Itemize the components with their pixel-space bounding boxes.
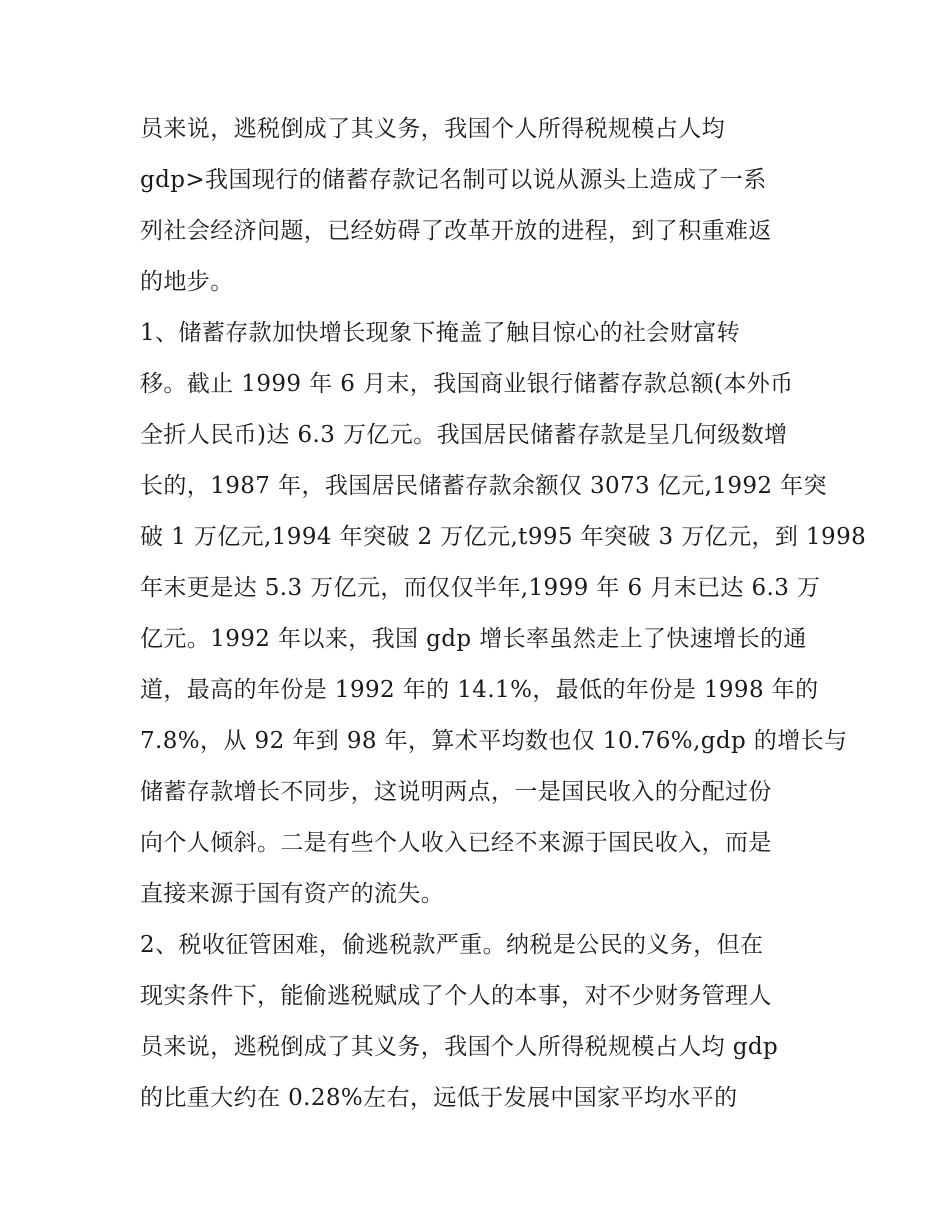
text-line: 员来说，逃税倒成了其义务，我国个人所得税规模占人均 gdp bbox=[140, 1034, 779, 1060]
text-line: 2、税收征管困难，偷逃税款严重。纳税是公民的义务，但在 bbox=[140, 932, 764, 958]
text-line: 亿元。1992 年以来，我国 gdp 增长率虽然走上了快速增长的通 bbox=[140, 626, 807, 652]
text-line: 全折人民币)达 6.3 万亿元。我国居民储蓄存款是呈几何级数增 bbox=[140, 422, 788, 448]
text-line: 的比重大约在 0.28%左右，远低于发展中国家平均水平的 bbox=[140, 1085, 738, 1111]
text-line: gdp>我国现行的储蓄存款记名制可以说从源头上造成了一系 bbox=[140, 167, 767, 193]
text-line: 长的，1987 年，我国居民储蓄存款余额仅 3073 亿元,1992 年突 bbox=[140, 473, 827, 499]
text-line: 向个人倾斜。二是有些个人收入已经不来源于国民收入，而是 bbox=[140, 830, 772, 856]
text-line: 直接来源于国有资产的流失。 bbox=[140, 881, 445, 907]
text-line: 列社会经济问题，已经妨碍了改革开放的进程，到了积重难返 bbox=[140, 218, 772, 244]
text-line: 储蓄存款增长不同步，这说明两点，一是国民收入的分配过份 bbox=[140, 779, 772, 805]
text-line: 7.8%，从 92 年到 98 年，算术平均数也仅 10.76%,gdp 的增长与 bbox=[140, 728, 848, 754]
text-line: 员来说，逃税倒成了其义务，我国个人所得税规模占人均 bbox=[140, 116, 725, 142]
text-line: 1、储蓄存款加快增长现象下掩盖了触目惊心的社会财富转 bbox=[140, 320, 741, 346]
text-line: 的地步。 bbox=[140, 269, 234, 295]
text-line: 现实条件下，能偷逃税赋成了个人的本事，对不少财务管理人 bbox=[140, 983, 772, 1009]
text-line: 道，最高的年份是 1992 年的 14.1%，最低的年份是 1998 年的 bbox=[140, 677, 819, 703]
text-line: 年末更是达 5.3 万亿元，而仅仅半年,1999 年 6 月末已达 6.3 万 bbox=[140, 575, 821, 601]
text-line: 移。截止 1999 年 6 月末，我国商业银行储蓄存款总额(本外币 bbox=[140, 371, 794, 397]
text-line: 破 1 万亿元,1994 年突破 2 万亿元,t995 年突破 3 万亿元，到 1998 bbox=[140, 524, 867, 550]
